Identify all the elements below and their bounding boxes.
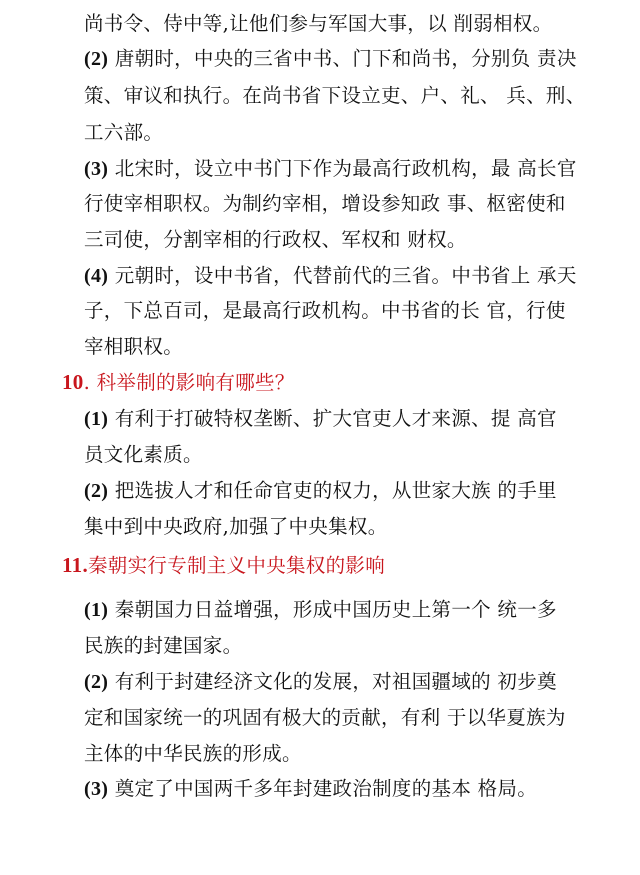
section11-item-2-line-2: 定和国家统一的巩固有极大的贡献，有利 于以华夏族为 xyxy=(84,706,566,729)
item-text: 北宋时，设立中书门下作为最高行政机构，最 高长官 xyxy=(114,157,577,180)
section10-item-1-line-2: 员文化素质。 xyxy=(84,443,203,466)
item-text: 把选拔人才和任命官吏的权力，从世家大族 的手里 xyxy=(114,479,557,502)
section-number: 10 xyxy=(62,370,84,394)
section10-item-1-line-1 xyxy=(84,407,557,431)
section9-item-4-line-1 xyxy=(84,264,577,288)
item-text: 有利于封建经济文化的发展，对祖国疆域的 初步奠 xyxy=(114,670,557,693)
section9-item-3-line-1 xyxy=(84,157,577,181)
item-text: 唐朝时，中央的三省中书、门下和尚书，分别负 责决 xyxy=(114,47,577,70)
section11-item-2-line-1 xyxy=(84,670,557,694)
section9-item-2-line-2: 策、审议和执行。在尚书省下设立吏、户、礼、 兵、刑、 xyxy=(84,84,586,107)
item-number: (4) xyxy=(84,265,109,287)
item-number: (3) xyxy=(84,778,109,800)
section11-item-3-line-1 xyxy=(84,777,537,801)
section9-item-3-line-2: 行使宰相职权。为制约宰相，增设参知政 事、枢密使和 xyxy=(84,192,566,215)
section10-item-2-line-2: 集中到中央政府,加强了中央集权。 xyxy=(84,515,388,538)
section-number: 11. xyxy=(62,553,88,577)
item-number: (2) xyxy=(84,671,109,693)
item-text: 元朝时，设中书省，代替前代的三省。中书省上 承天 xyxy=(114,264,577,287)
item-number: (2) xyxy=(84,48,109,70)
item-number: (3) xyxy=(84,158,109,180)
item-text: 有利于打破特权垄断、扩大官吏人才来源、提 高官 xyxy=(114,407,557,430)
section9-item-2-line-1 xyxy=(84,47,577,71)
item-text: 奠定了中国两千多年封建政治制度的基本 格局。 xyxy=(114,777,538,800)
section9-item-4-line-2: 子，下总百司，是最高行政机构。中书省的长 官，行使 xyxy=(84,299,566,322)
section9-item-2-line-3: 工六部。 xyxy=(84,121,164,144)
section9-continuation-line: 尚书令、侍中等,让他们参与军国大事，以 削弱相权。 xyxy=(84,12,553,35)
item-number: (1) xyxy=(84,599,109,621)
section9-item-4-line-3: 宰相职权。 xyxy=(84,335,184,358)
item-number: (2) xyxy=(84,480,109,502)
section10-heading xyxy=(62,370,295,395)
section11-item-1-line-1 xyxy=(84,598,557,622)
item-number: (1) xyxy=(84,408,109,430)
section11-item-1-line-2: 民族的封建国家。 xyxy=(84,634,243,657)
item-text: 秦朝国力日益增强，形成中国历史上第一个 统一多 xyxy=(114,598,557,621)
section-title: . 科举制的影响有哪些？ xyxy=(83,371,295,394)
section9-item-3-line-3: 三司使，分割宰相的行政权、军权和 财权。 xyxy=(84,228,467,251)
section11-heading xyxy=(62,553,385,578)
section11-item-2-line-3: 主体的中华民族的形成。 xyxy=(84,742,302,765)
section-title: 秦朝实行专制主义中央集权的影响 xyxy=(88,554,386,577)
section10-item-2-line-1 xyxy=(84,479,557,503)
